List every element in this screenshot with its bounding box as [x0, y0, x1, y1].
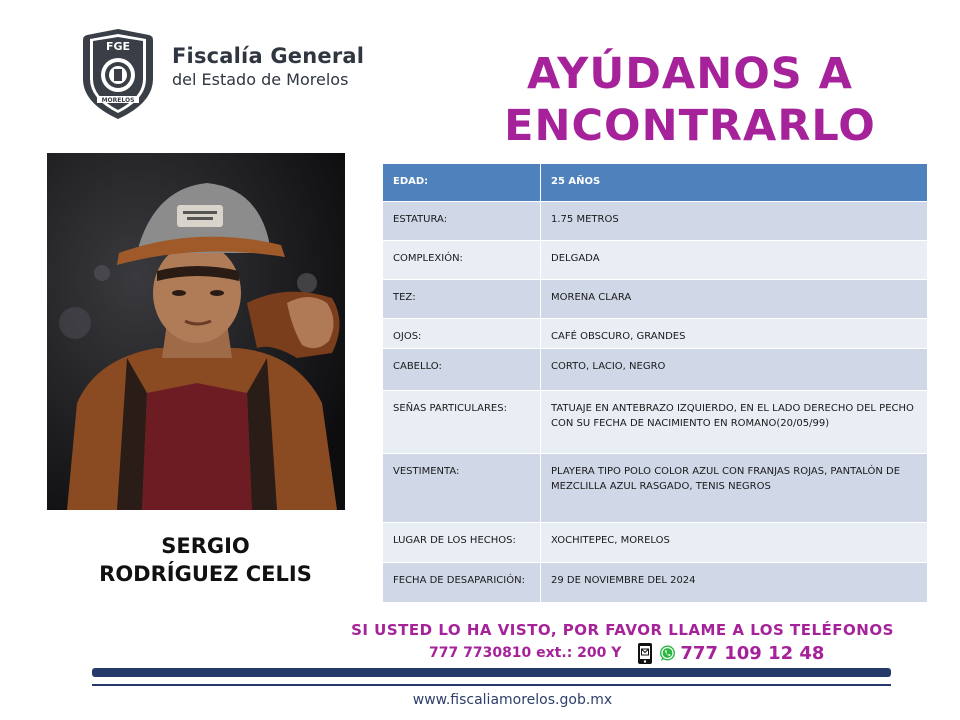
table-row	[383, 391, 928, 454]
table-row	[383, 349, 928, 391]
table-row	[383, 523, 928, 563]
detail-label: VESTIMENTA:	[383, 454, 541, 523]
logo-badge-bottom: MORELOS	[101, 97, 135, 104]
phone-number-1: 777 7730810 ext.: 200 Y	[429, 645, 622, 661]
detail-label: FECHA DE DESAPARICIÓN:	[383, 563, 541, 603]
logo-badge-text: FGE	[105, 40, 131, 53]
agency-name	[172, 44, 364, 89]
detail-label: SEÑAS PARTICULARES:	[383, 391, 541, 454]
table-row	[383, 454, 928, 523]
phone-numbers	[429, 641, 824, 665]
table-row	[383, 202, 928, 241]
details-table	[382, 163, 928, 603]
footer-bar-thick	[92, 668, 891, 677]
detail-value: DELGADA	[541, 241, 928, 280]
whatsapp-icon	[659, 645, 676, 662]
table-row	[383, 241, 928, 280]
detail-value: TATUAJE EN ANTEBRAZO IZQUIERDO, EN EL LADO DERECHO DEL PECHO CON SU FECHA DE NACIMIENTO EN ROMANO(20/05/99)	[541, 391, 928, 454]
detail-value: MORENA CLARA	[541, 280, 928, 319]
table-row	[383, 164, 928, 202]
website-link[interactable]: www.fiscaliamorelos.gob.mx	[412, 692, 613, 708]
detail-value: XOCHITEPEC, MORELOS	[541, 523, 928, 563]
mobile-phone-icon	[637, 642, 653, 665]
headline-line2: ENCONTRARLO	[504, 101, 876, 151]
detail-label: ESTATURA:	[383, 202, 541, 241]
missing-person-name	[47, 532, 364, 588]
headline-line1: AYÚDANOS A	[527, 49, 853, 99]
last-names: RODRÍGUEZ CELIS	[99, 562, 312, 586]
detail-label: CABELLO:	[383, 349, 541, 391]
detail-label: TEZ:	[383, 280, 541, 319]
table-row	[383, 563, 928, 603]
call-to-action: SI USTED LO HA VISTO, POR FAVOR LLAME A LOS TELÉFONOS	[351, 621, 894, 639]
agency-name-line1: Fiscalía General	[172, 44, 365, 68]
table-row	[383, 319, 928, 349]
detail-label: EDAD:	[383, 164, 541, 202]
fge-logo-badge	[81, 27, 155, 121]
phone-number-2: 777 109 12 48	[680, 642, 825, 664]
footer-bar-thin	[92, 684, 891, 686]
missing-person-photo	[47, 153, 345, 510]
detail-value: CAFÉ OBSCURO, GRANDES	[541, 319, 928, 349]
detail-value: 1.75 METROS	[541, 202, 928, 241]
detail-value: 29 DE NOVIEMBRE DEL 2024	[541, 563, 928, 603]
detail-label: OJOS:	[383, 319, 541, 349]
headline	[470, 48, 910, 152]
first-name: SERGIO	[161, 534, 250, 558]
agency-name-line2: del Estado de Morelos	[172, 70, 349, 89]
detail-value: CORTO, LACIO, NEGRO	[541, 349, 928, 391]
detail-label: COMPLEXIÓN:	[383, 241, 541, 280]
detail-value: PLAYERA TIPO POLO COLOR AZUL CON FRANJAS ROJAS, PANTALÓN DE MEZCLILLA AZUL RASGADO, TENIS NEGROS	[541, 454, 928, 523]
detail-value: 25 AÑOS	[541, 164, 928, 202]
detail-label: LUGAR DE LOS HECHOS:	[383, 523, 541, 563]
table-row	[383, 280, 928, 319]
